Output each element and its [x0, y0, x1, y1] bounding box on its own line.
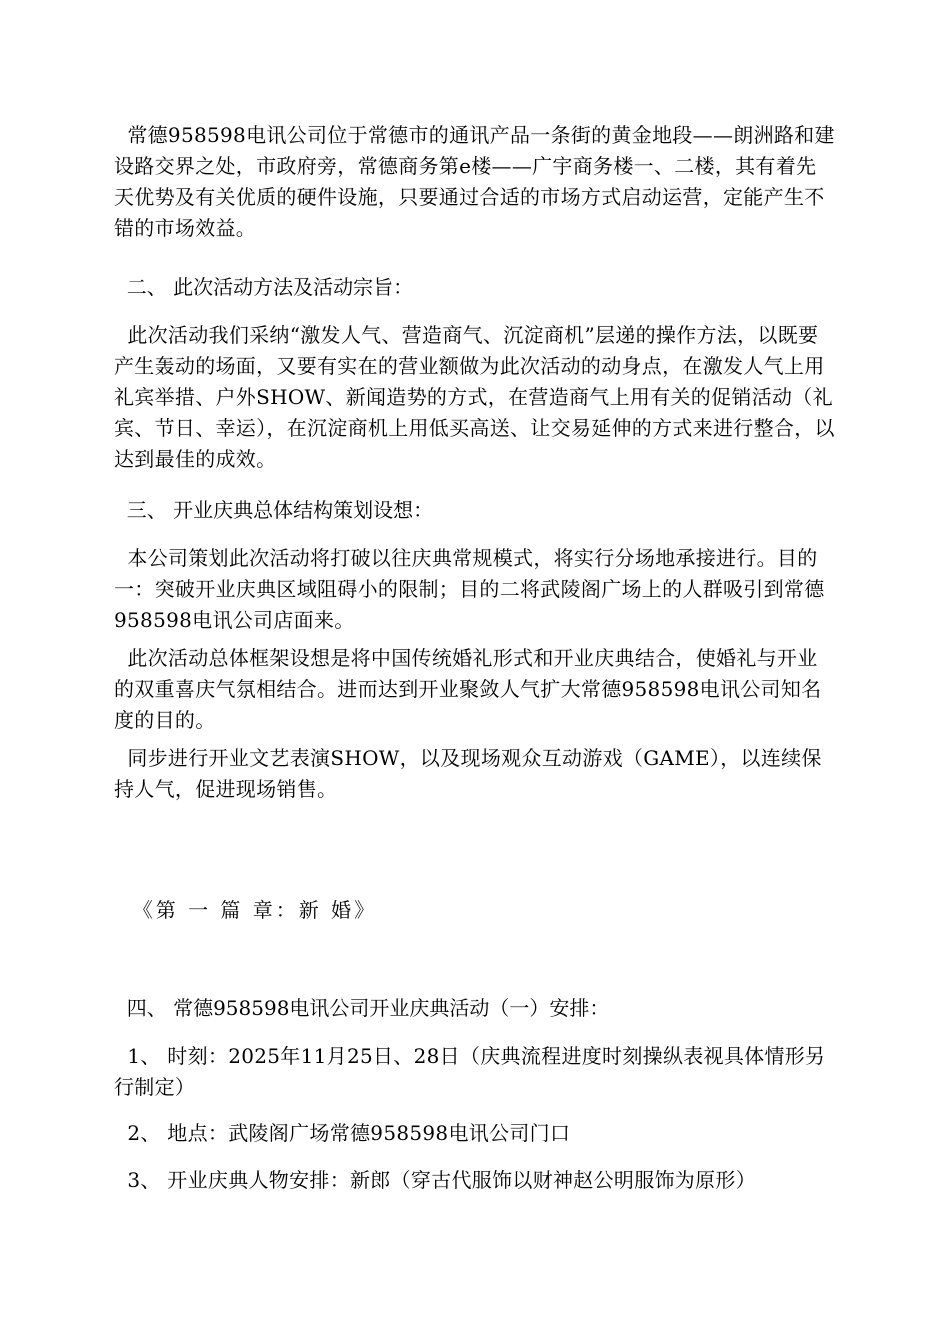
intro-paragraph: 常德958598电讯公司位于常德市的通讯产品一条街的黄金地段——朗洲路和建设路交界之处，市政府旁，常德商务第e楼——广宇商务楼一、二楼，其有着先天优势及有关优质的硬件设施，只要通过合适的市场方式启动运营，定能产生不错的市场效益。 [114, 123, 835, 240]
list-item-personnel: 3、 开业庆典人物安排：新郎（穿古代服饰以财神赵公明服饰为原形） [114, 1168, 757, 1192]
list-item-location: 2、 地点：武陵阁广场常德958598电讯公司门口 [114, 1121, 571, 1145]
section-3-paragraph-1: 本公司策划此次活动将打破以往庆典常规模式，将实行分场地承接进行。目的一：突破开业庆典区域阻碍小的限制；目的二将武陵阁广场上的人群吸引到常德958598电讯公司店面来。 [114, 546, 825, 632]
section-3-paragraph-3: 同步进行开业文艺表演SHOW，以及现场观众互动游戏（GAME），以连续保持人气，促进现场销售。 [114, 746, 822, 801]
section-2-paragraph: 此次活动我们采纳“激发人气、营造商气、沉淀商机”层递的操作方法，以既要产生轰动的场面，又要有实在的营业额做为此次活动的动身点，在激发人气上用礼宾举措、户外SHOW、新闻造势的方式，在营造商气上用有关的促销活动（礼宾、节日、幸运），在沉淀商机上用低买高送、让交易延伸的方式来进行整合，以达到最佳的成效。 [114, 323, 835, 471]
section-3-paragraph-2: 此次活动总体框架设想是将中国传统婚礼形式和开业庆典结合，使婚礼与开业的双重喜庆气氛相结合。进而达到开业聚敛人气扩大常德958598电讯公司知名度的目的。 [114, 646, 822, 732]
section-3-heading: 三、 开业庆典总体结构策划设想： [114, 498, 434, 522]
section-4-heading: 四、 常德958598电讯公司开业庆典活动（一）安排： [114, 996, 610, 1020]
chapter-title: 《第 一 篇 章：新 婚》 [114, 898, 378, 922]
list-item-time: 1、 时刻：2025年11月25日、28日（庆典流程进度时刻操纵表视具体情形另行制定） [114, 1044, 826, 1099]
section-2-heading: 二、 此次活动方法及活动宗旨： [114, 275, 414, 299]
